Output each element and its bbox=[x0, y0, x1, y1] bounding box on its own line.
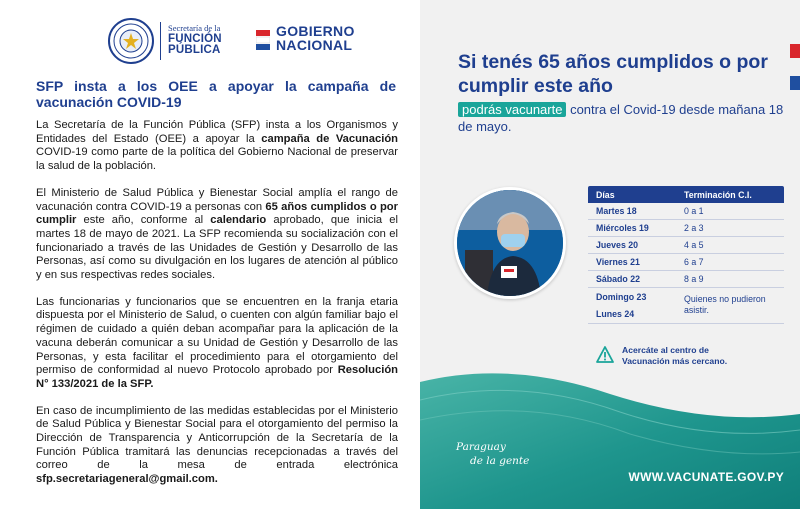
notice-line2: Vacunación más cercano. bbox=[622, 356, 728, 366]
table-row bbox=[588, 271, 784, 288]
article-paragraph-1 bbox=[36, 119, 398, 174]
p4-email: sfp.secretariageneral@gmail.com. bbox=[36, 473, 218, 486]
p1-bold: campaña de Vacunación bbox=[261, 132, 398, 145]
schedule-day-monday: Lunes 24 bbox=[596, 309, 635, 320]
p1-text: La Secretaría de la Función Pública (SFP) insta a los Organismos y Entidades del Estado (OEE) a apoyar la bbox=[36, 119, 398, 145]
vaccination-schedule-table bbox=[588, 186, 784, 324]
vaccination-poster bbox=[420, 0, 800, 509]
schedule-header bbox=[588, 186, 784, 203]
gobierno-line1: GOBIERNO bbox=[276, 23, 355, 39]
header-logos bbox=[108, 18, 355, 68]
table-row bbox=[588, 220, 784, 237]
sfp-logo-line3: PÚBLICA bbox=[168, 44, 221, 56]
table-row bbox=[588, 237, 784, 254]
poster-headline: Si tenés 65 años cumplidos o por cumplir este año bbox=[458, 51, 768, 97]
p2-bold-calendar: calendario bbox=[210, 214, 267, 227]
sfp-logo-line2: FUNCIÓN bbox=[168, 33, 222, 45]
photo-illustration bbox=[457, 190, 563, 296]
schedule-header-ci: Terminación C.I. bbox=[684, 189, 752, 200]
senior-woman-photo bbox=[454, 187, 566, 299]
national-seal-icon bbox=[108, 18, 154, 64]
subheadline-text: contra el Covid-19 desde mañana 18 de mayo. bbox=[458, 102, 784, 134]
highlight-badge: podrás vacunarte bbox=[458, 102, 566, 117]
article-paragraph-3 bbox=[36, 296, 398, 392]
schedule-ci: 2 a 3 bbox=[684, 223, 704, 233]
flag-stripe-blue bbox=[790, 76, 800, 90]
article-paragraph-4 bbox=[36, 405, 398, 487]
p2-bold-age: 65 años cumplidos o por cumplir bbox=[36, 200, 398, 227]
p2-text-end: aprobado, que inicia el martes 18 de mayo de 2021. La SFP recomienda su socialización con el funcionariado a través de las Unidades de Gestión y Desarrollo de las Personas, así como su divulgación en los lugares de atención al público y en sus respectivas redes sociales. bbox=[36, 214, 398, 282]
gobierno-nacional-logo bbox=[276, 24, 355, 52]
gobierno-line2: NACIONAL bbox=[276, 37, 353, 53]
schedule-day: Martes 18 bbox=[596, 206, 637, 216]
table-row bbox=[588, 254, 784, 271]
signature-line2: de la gente bbox=[470, 455, 530, 467]
teal-wave-footer bbox=[420, 360, 800, 509]
schedule-day-sunday: Domingo 23 bbox=[596, 291, 647, 302]
schedule-header-day: Días bbox=[596, 189, 615, 200]
schedule-weekend-days bbox=[588, 288, 676, 323]
logo-divider bbox=[160, 22, 161, 60]
flag-stripe-red bbox=[790, 44, 800, 58]
schedule-day: Jueves 20 bbox=[596, 240, 639, 250]
article-title: SFP insta a los OEE a apoyar la campaña de vacunación COVID-19 bbox=[36, 78, 396, 110]
schedule-day: Viernes 21 bbox=[596, 257, 640, 267]
p4-text: En caso de incumplimiento de las medidas establecidas por el Ministerio de Salud Pública y Bienestar Social para el otorgamiento del permiso la Dirección de Transparencia y Anticorrupción de la Secretaría de la Función Pública tramitará las denuncias recepcionadas a través del correo de la mesa de entrada electrónica bbox=[36, 404, 398, 472]
schedule-day: Miércoles 19 bbox=[596, 223, 649, 233]
sfp-logo-line1: Secretaría de la bbox=[168, 23, 221, 33]
schedule-ci: 8 a 9 bbox=[684, 274, 704, 284]
schedule-ci: 0 a 1 bbox=[684, 206, 704, 216]
notice-line1: Acercáte al centro de bbox=[622, 345, 709, 355]
signature-line1: Paraguay bbox=[456, 441, 506, 453]
vacunate-url: WWW.VACUNATE.GOV.PY bbox=[628, 470, 784, 484]
article-paragraph-2 bbox=[36, 187, 398, 283]
gobierno-flag-icon bbox=[256, 30, 270, 50]
table-row-weekend bbox=[588, 288, 784, 324]
schedule-ci: 4 a 5 bbox=[684, 240, 704, 250]
p2-text-mid: este año, conforme al bbox=[76, 214, 211, 227]
schedule-ci: 6 a 7 bbox=[684, 257, 704, 267]
p2-text: El Ministerio de Salud Pública y Bienestar Social amplía el rango de vacunación contra COVID-19 a personas con bbox=[36, 186, 398, 213]
p3-text: Las funcionarias y funcionarios que se encuentren en la franja etaria dispuesta por el Ministerio de Salud, o cuenten con algún familiar bajo el régimen de cuidado a quién deban acompañar para la aplicación de la vacuna deberán comunicar a su Unidad de Gestión y Desarrollo de las Personas, y esta facilitar el procedimiento para el otorgamiento del permiso de conformidad al nuevo Protocolo aprobado por bbox=[36, 295, 398, 377]
schedule-day: Sábado 22 bbox=[596, 274, 641, 284]
p1-text-end: COVID-19 como parte de la política del Gobierno Nacional de preservar la salud de la población. bbox=[36, 146, 398, 173]
table-row bbox=[588, 203, 784, 220]
paraguay-de-la-gente-signature bbox=[456, 440, 529, 468]
schedule-weekend-note: Quienes no pudieron asistir. bbox=[684, 294, 766, 315]
sfp-logo bbox=[168, 23, 248, 56]
article-body bbox=[36, 119, 398, 500]
poster-subheadline bbox=[458, 101, 788, 135]
p3-bold-resolution: Resolución N° 133/2021 de la SFP. bbox=[36, 364, 398, 390]
